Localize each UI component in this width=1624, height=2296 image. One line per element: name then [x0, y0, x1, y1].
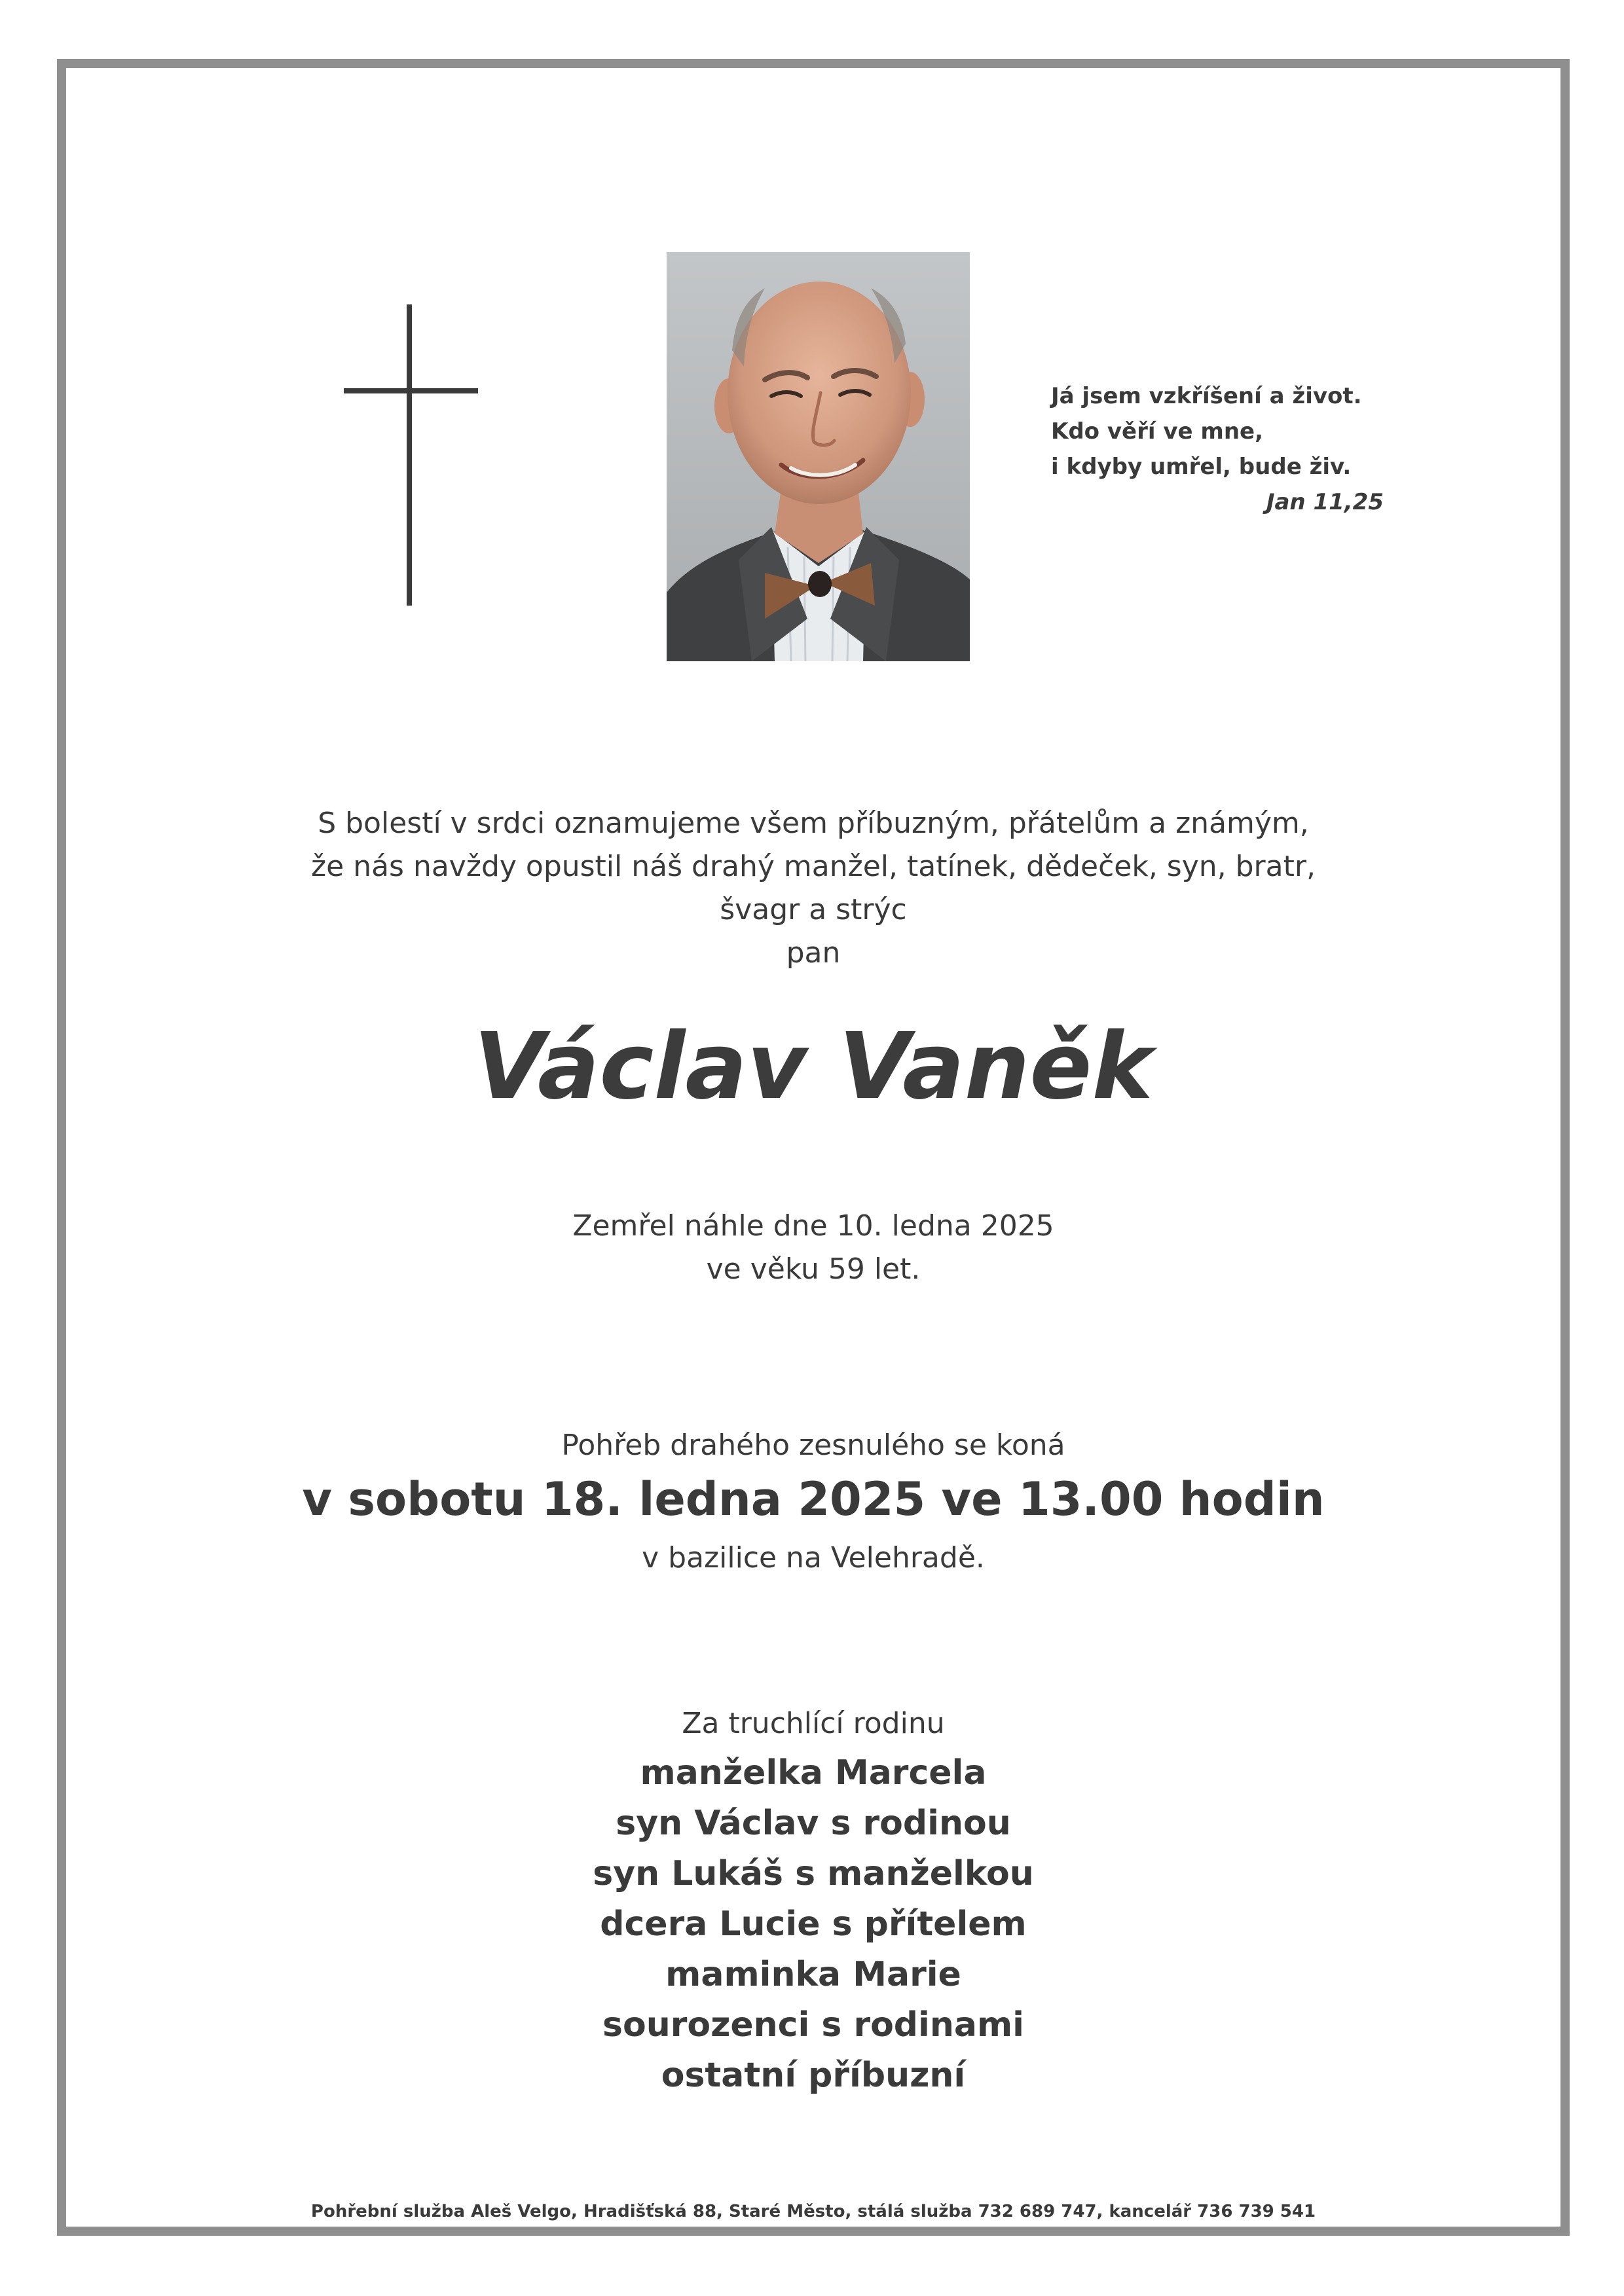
family-member: syn Lukáš s manželkou [593, 1854, 1034, 1893]
deceased-name: Václav Vaněk [473, 1013, 1153, 1120]
announcement-line: švagr a strýc [720, 893, 907, 926]
funeral-service-footer: Pohřební služba Aleš Velgo, Hradišťská 88, Staré Město, stálá služba 732 689 747, kancelář 736 739 541 [310, 2202, 1316, 2221]
cross-icon [344, 304, 478, 606]
portrait-photo [667, 252, 970, 661]
death-age: ve věku 59 let. [706, 1252, 921, 1286]
announcement-line: S bolestí v srdci oznamujeme všem příbuzným, přátelům a známým, [318, 807, 1309, 840]
death-info [57, 1205, 1570, 1291]
verse-line: Kdo věří ve mne, [1051, 418, 1264, 445]
announcement-line: že nás navždy opustil náš drahý manžel, tatínek, dědeček, syn, bratr, [311, 850, 1316, 883]
family-member: syn Václav s rodinou [616, 1804, 1011, 1843]
family-member: maminka Marie [665, 1955, 961, 1994]
funeral-lead: Pohřeb drahého zesnulého se koná [561, 1429, 1065, 1462]
verse-reference: Jan 11,25 [1266, 489, 1384, 515]
funeral-date: v sobotu 18. ledna 2025 ve 13.00 hodin [302, 1472, 1325, 1526]
family-member: manželka Marcela [640, 1753, 987, 1793]
verse-line: i kdyby umřel, bude živ. [1051, 454, 1352, 480]
family-lead: Za truchlící rodinu [682, 1707, 945, 1740]
family-member: sourozenci s rodinami [602, 2005, 1024, 2045]
family-member: dcera Lucie s přítelem [600, 1904, 1027, 1944]
death-date: Zemřel náhle dne 10. ledna 2025 [572, 1209, 1054, 1243]
family-list [57, 1748, 1570, 2101]
bible-verse [1051, 378, 1392, 520]
announcement-text [57, 802, 1570, 975]
family-member: ostatní příbuzní [661, 2056, 966, 2095]
funeral-place: v bazilice na Velehradě. [642, 1541, 985, 1575]
announcement-line: pan [786, 936, 841, 970]
verse-line: Já jsem vzkříšení a život. [1051, 383, 1362, 409]
